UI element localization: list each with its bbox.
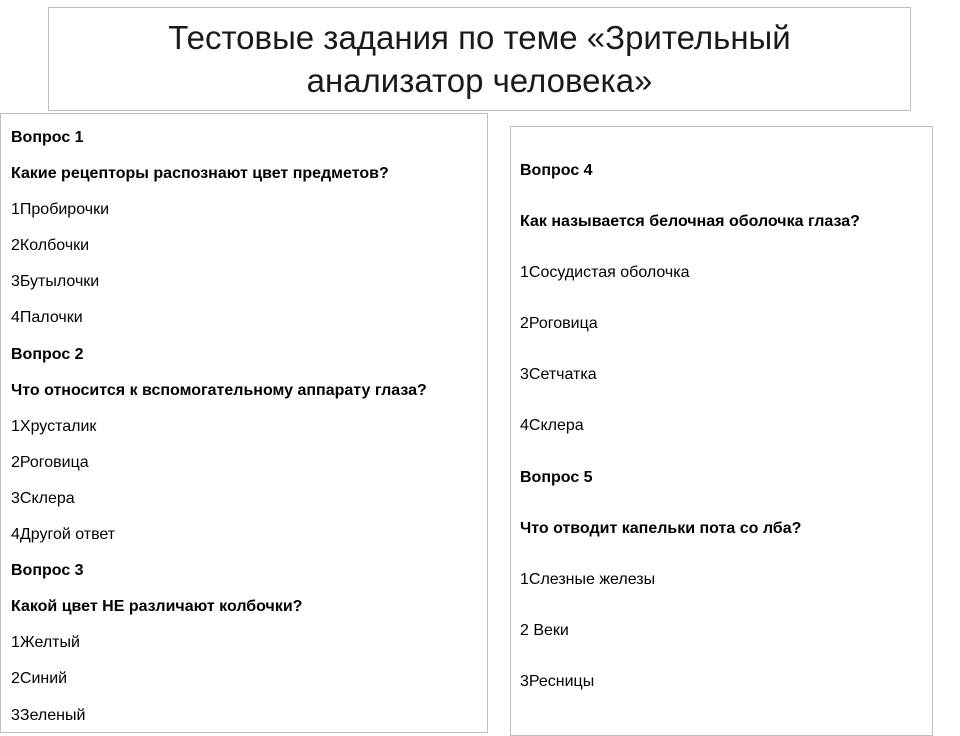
question-4-option-4: 4Склера [520, 417, 584, 435]
question-4-option-2: 2Роговица [520, 315, 598, 333]
question-3-option-2: 2Синий [11, 670, 68, 688]
question-4-option-3: 3Сетчатка [520, 366, 597, 384]
title-box [48, 7, 911, 111]
question-3-text: Какой цвет НЕ различают колбочки? [11, 598, 303, 616]
question-2-text: Что относится к вспомогательному аппарату глаза? [11, 381, 427, 399]
question-2-option-4: 4Другой ответ [11, 526, 116, 544]
question-2-label: Вопрос 2 [11, 345, 84, 363]
right-question-panel [510, 126, 933, 736]
question-5-option-3: 3Ресницы [520, 672, 595, 690]
question-4-text: Как называется белочная оболочка глаза? [520, 213, 860, 231]
question-4-label: Вопрос 4 [520, 162, 593, 179]
question-5-label: Вопрос 5 [520, 468, 593, 486]
question-1-text: Какие рецепторы распознают цвет предметов? [11, 165, 389, 183]
question-5-option-1: 1Слезные железы [520, 570, 656, 588]
question-1-option-2: 2Колбочки [11, 237, 90, 255]
question-4-option-1: 1Сосудистая оболочка [520, 264, 690, 282]
left-question-panel [0, 113, 488, 733]
question-2-option-2: 2Роговица [11, 453, 89, 471]
question-5-text: Что отводит капельки пота со лба? [520, 519, 802, 537]
question-1-option-3: 3Бутылочки [11, 273, 100, 291]
question-2-option-3: 3Склера [11, 489, 75, 507]
question-3-option-3: 3Зеленый [11, 706, 86, 724]
question-1-label: Вопрос 1 [11, 129, 84, 146]
question-1-option-1: 1Пробирочки [11, 201, 110, 219]
question-5-option-2: 2 Веки [520, 621, 569, 639]
question-3-option-1: 1Желтый [11, 634, 80, 652]
question-1-option-4: 4Палочки [11, 309, 83, 327]
question-3-label: Вопрос 3 [11, 562, 84, 580]
page-title-line-2: анализатор человека» [306, 62, 653, 99]
page-title-line-1: Тестовые задания по теме «Зрительный [168, 19, 791, 56]
question-2-option-1: 1Хрусталик [11, 417, 97, 435]
